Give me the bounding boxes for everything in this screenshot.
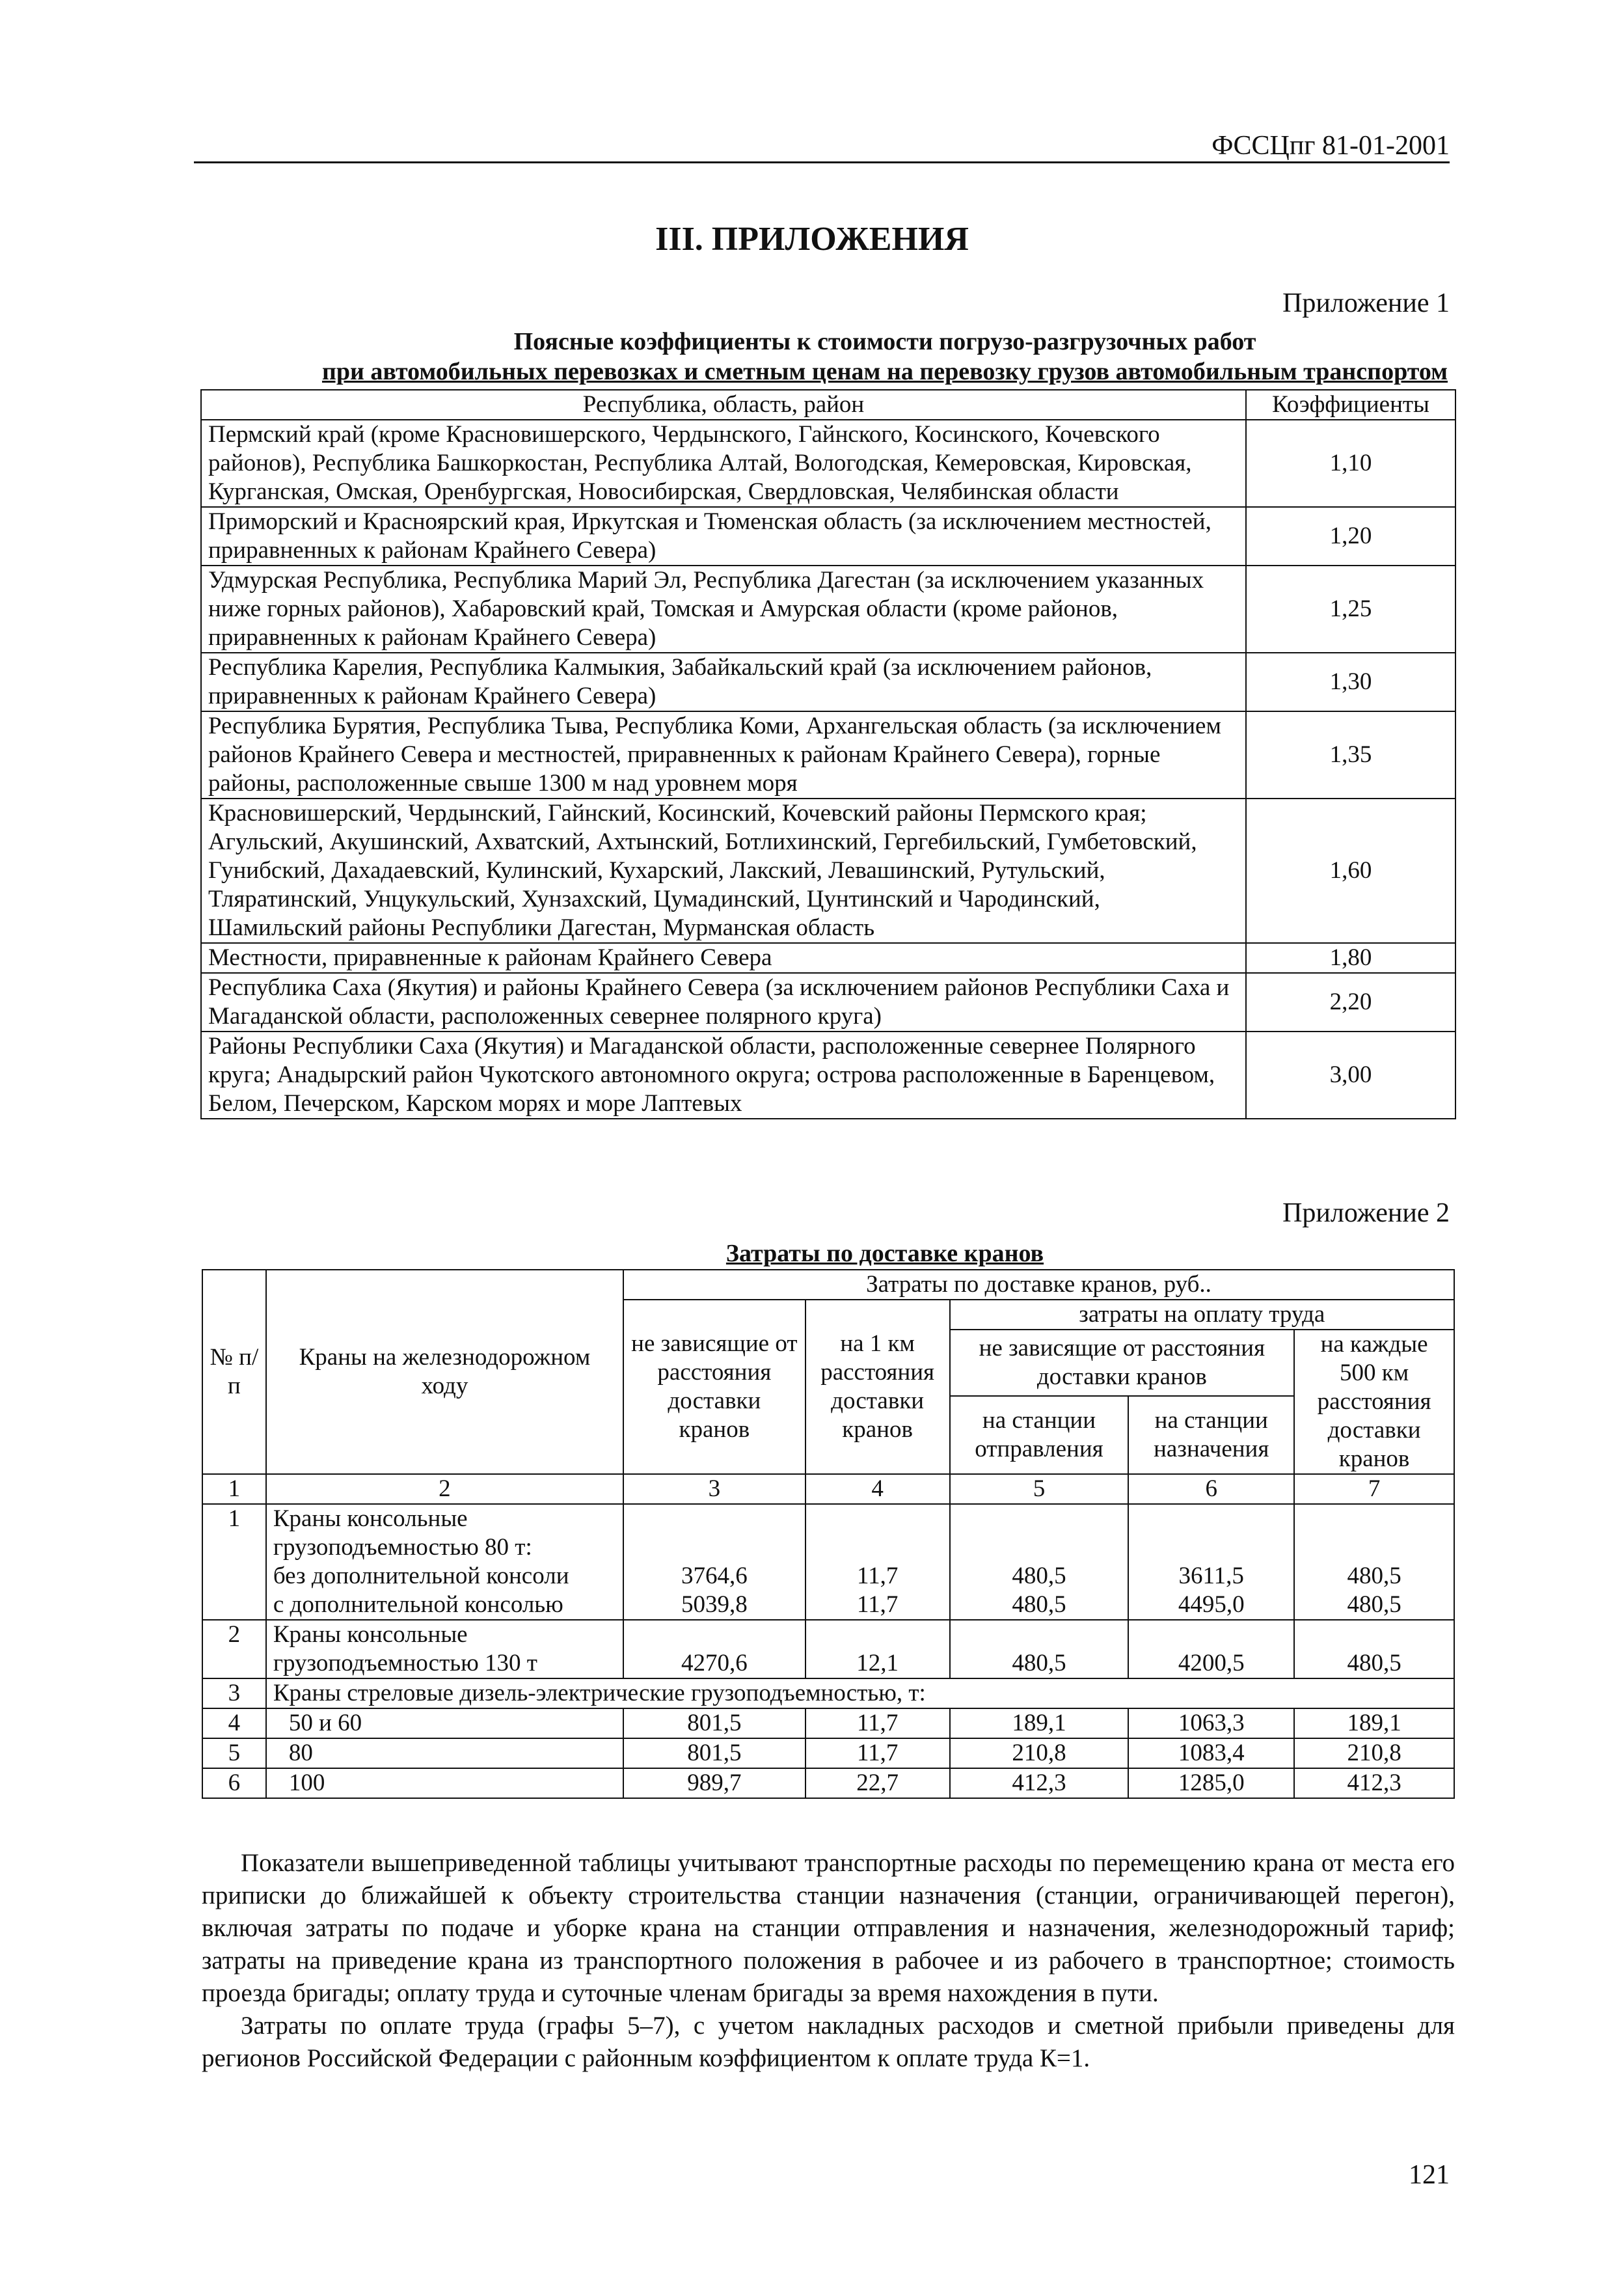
colnum: 5 (950, 1474, 1129, 1504)
value-cell: 210,8 (1294, 1738, 1454, 1768)
value-cell: 412,3 (950, 1768, 1129, 1798)
region-cell: Республика Бурятия, Республика Тыва, Республика Коми, Архангельская область (за исключением районов Крайнего Севера и местностей, приравненных к районам Крайнего Севера), горные районы, расположенные свыше 1300 м над уровнем моря (201, 711, 1246, 799)
table-row (201, 653, 1455, 711)
colnum: 7 (1294, 1474, 1454, 1504)
value: 480,5 (1347, 1563, 1401, 1589)
coef-cell: 1,80 (1246, 943, 1455, 973)
col-header-depart: на станции отправления (950, 1396, 1129, 1474)
value-cell: 12,1 (805, 1620, 950, 1678)
annex1-label: Приложение 1 (1282, 288, 1450, 318)
page-number: 121 (1409, 2160, 1450, 2190)
coef-cell: 1,35 (1246, 711, 1455, 799)
crane-name-line: с дополнительной консолью (273, 1591, 563, 1618)
colnum: 3 (623, 1474, 805, 1504)
value: 480,5 (1012, 1591, 1066, 1618)
table-row (201, 507, 1455, 566)
coef-cell: 1,20 (1246, 507, 1455, 566)
table-row (202, 1678, 1454, 1708)
col-header-dest: на станции назначения (1128, 1396, 1294, 1474)
value: 5039,8 (681, 1591, 748, 1618)
row-num: 1 (202, 1504, 266, 1620)
value-cell (950, 1504, 1129, 1620)
crane-group-name: Краны стреловые дизель-электрические грузоподъемностью, т: (266, 1678, 1454, 1708)
value-cell: 210,8 (950, 1738, 1129, 1768)
col-header-per500: на каждые 500 км расстояния доставки кранов (1294, 1330, 1454, 1474)
value-cell: 189,1 (950, 1708, 1129, 1738)
region-cell: Районы Республики Саха (Якутия) и Магаданской области, расположенные севернее Полярного круга; Анадырский район Чукотского автономного округа; острова расположенные в Баренцевом, Белом, Печерском, Карском морях и море Лаптевых (201, 1032, 1246, 1119)
row-num: 2 (202, 1620, 266, 1678)
region-cell: Республика Карелия, Республика Калмыкия, Забайкальский край (за исключением районов, приравненных к районам Крайнего Севера) (201, 653, 1246, 711)
value-cell: 480,5 (950, 1620, 1129, 1678)
value-cell: 4270,6 (623, 1620, 805, 1678)
table-row (201, 420, 1455, 507)
crane-name-line: грузоподъемностью 80 т: (273, 1534, 532, 1561)
region-cell: Пермский край (кроме Красновишерского, Чердынского, Гайнского, Косинского, Кочевского районов), Республика Башкоркостан, Республика Алтай, Вологодская, Кемеровская, Кировская, Курганская, Омская, Оренбургская, Новосибирская, Свердловская, Челябинская области (201, 420, 1246, 507)
table-row (202, 1620, 1454, 1678)
notes-text (202, 1847, 1455, 2075)
crane-name-line: Краны консольные (273, 1621, 468, 1648)
annex1-title-line1: Поясные коэффициенты к стоимости погрузо-разгрузочных работ (513, 328, 1256, 355)
crane-costs-table (202, 1269, 1455, 1799)
table-header-row (201, 390, 1455, 420)
coef-cell: 2,20 (1246, 973, 1455, 1032)
colnum: 1 (202, 1474, 266, 1504)
colnum: 6 (1128, 1474, 1294, 1504)
value-cell (805, 1504, 950, 1620)
colnum: 2 (266, 1474, 623, 1504)
coef-cell: 1,10 (1246, 420, 1455, 507)
table-row (202, 1738, 1454, 1768)
crane-name-line: грузоподъемностью 130 т (273, 1650, 537, 1676)
annex2-label: Приложение 2 (1282, 1198, 1450, 1228)
col-header-num: № п/п (202, 1270, 266, 1474)
region-cell: Удмурская Республика, Республика Марий Эл, Республика Дагестан (за исключением указанных ниже горных районов), Хабаровский край, Томская и Амурская области (кроме районов, приравненных к районам Крайнего Севера) (201, 566, 1246, 653)
row-num: 6 (202, 1768, 266, 1798)
table-header-row (202, 1270, 1454, 1300)
coef-cell: 3,00 (1246, 1032, 1455, 1119)
table-row (201, 566, 1455, 653)
region-cell: Красновишерский, Чердынский, Гайнский, Косинский, Кочевский районы Пермского края; Агульский, Акушинский, Ахватский, Ахтынский, Ботлихинский, Гергебильский, Гумбетовский, Гунибский, Дахадаевский, Кулинский, Кухарский, Лакский, Левашинский, Рутульский, Тляратинский, Унцукульский, Хунзахский, Цумадинский, Цунтинский и Чародинский, Шамильский районы Республики Дагестан, Мурманская область (201, 799, 1246, 943)
crane-name-line: без дополнительной консоли (273, 1563, 569, 1589)
crane-name: 100 (266, 1768, 623, 1798)
table-row (201, 943, 1455, 973)
annex1-title (195, 327, 1575, 387)
annex1-title-line2: при автомобильных перевозках и сметным ценам на перевозку грузов автомобильным транспортом (321, 358, 1448, 385)
column-numbers-row (202, 1474, 1454, 1504)
value: 11,7 (856, 1591, 899, 1618)
value-cell: 801,5 (623, 1738, 805, 1768)
value-cell: 189,1 (1294, 1708, 1454, 1738)
coefficients-table (200, 389, 1456, 1119)
crane-name (266, 1504, 623, 1620)
paragraph: Показатели вышеприведенной таблицы учитывают транспортные расходы по перемещению крана от места его приписки до ближайшей к объекту строительства станции назначения (станции, ограничивающей перегон), включая затраты по подаче и уборке крана на станции отправления и назначения, железнодорожный тариф; затраты на приведение крана из транспортного положения в рабочее и из рабочего в транспортное; стоимость проезда бригады; оплату труда и суточные членам бригады за время нахождения в пути. (202, 1849, 1455, 2007)
value-cell (1128, 1504, 1294, 1620)
annex2-title: Затраты по доставке кранов (725, 1240, 1044, 1267)
value-cell: 4200,5 (1128, 1620, 1294, 1678)
table-row (201, 711, 1455, 799)
value-cell: 22,7 (805, 1768, 950, 1798)
value-cell: 801,5 (623, 1708, 805, 1738)
table-row (201, 973, 1455, 1032)
value-cell: 1083,4 (1128, 1738, 1294, 1768)
value-cell (623, 1504, 805, 1620)
crane-name (266, 1620, 623, 1678)
col-header-crane: Краны на железнодорожном ходу (266, 1270, 623, 1474)
region-cell: Местности, приравненные к районам Крайнего Севера (201, 943, 1246, 973)
row-num: 3 (202, 1678, 266, 1708)
col-header-costs: Затраты по доставке кранов, руб.. (623, 1270, 1454, 1300)
col-header-per1km: на 1 км расстояния доставки кранов (805, 1300, 950, 1474)
value: 3764,6 (681, 1563, 748, 1589)
col-header-region: Республика, область, район (201, 390, 1246, 420)
value-cell: 1285,0 (1128, 1768, 1294, 1798)
value-cell: 412,3 (1294, 1768, 1454, 1798)
section-title: III. ПРИЛОЖЕНИЯ (655, 221, 969, 258)
coef-cell: 1,30 (1246, 653, 1455, 711)
value-cell: 1063,3 (1128, 1708, 1294, 1738)
value-cell: 11,7 (805, 1708, 950, 1738)
col-header-labor-indep: не зависящие от расстояния доставки кранов (950, 1330, 1295, 1396)
region-cell: Приморский и Красноярский края, Иркутская и Тюменская область (за исключением местностей, приравненных к районам Крайнего Севера) (201, 507, 1246, 566)
paragraph: Затраты по оплате труда (графы 5–7), с учетом накладных расходов и сметной прибыли приведены для регионов Российской Федерации с районным коэффициентом к оплате труда К=1. (202, 2012, 1455, 2072)
col-header-indep: не зависящие от расстояния доставки кранов (623, 1300, 805, 1474)
document-code: ФССЦпг 81-01-2001 (1211, 131, 1450, 161)
crane-name-line: Краны консольные (273, 1505, 468, 1532)
value-cell: 480,5 (1294, 1620, 1454, 1678)
value-cell: 989,7 (623, 1768, 805, 1798)
value: 11,7 (856, 1563, 899, 1589)
table-row (202, 1504, 1454, 1620)
row-num: 4 (202, 1708, 266, 1738)
colnum: 4 (805, 1474, 950, 1504)
table-row (201, 1032, 1455, 1119)
value: 480,5 (1347, 1591, 1401, 1618)
table-row (202, 1768, 1454, 1798)
value: 3611,5 (1178, 1563, 1244, 1589)
col-header-coef: Коэффициенты (1246, 390, 1455, 420)
region-cell: Республика Саха (Якутия) и районы Крайнего Севера (за исключением районов Республики Саха и Магаданской области, расположенных севернее полярного круга) (201, 973, 1246, 1032)
crane-name: 50 и 60 (266, 1708, 623, 1738)
header-rule (194, 161, 1450, 163)
value: 4495,0 (1178, 1591, 1245, 1618)
value: 480,5 (1012, 1563, 1066, 1589)
coef-cell: 1,25 (1246, 566, 1455, 653)
coef-cell: 1,60 (1246, 799, 1455, 943)
value-cell (1294, 1504, 1454, 1620)
crane-name: 80 (266, 1738, 623, 1768)
value-cell: 11,7 (805, 1738, 950, 1768)
col-header-labor: затраты на оплату труда (950, 1300, 1454, 1330)
table-row (201, 799, 1455, 943)
table-row (202, 1708, 1454, 1738)
row-num: 5 (202, 1738, 266, 1768)
